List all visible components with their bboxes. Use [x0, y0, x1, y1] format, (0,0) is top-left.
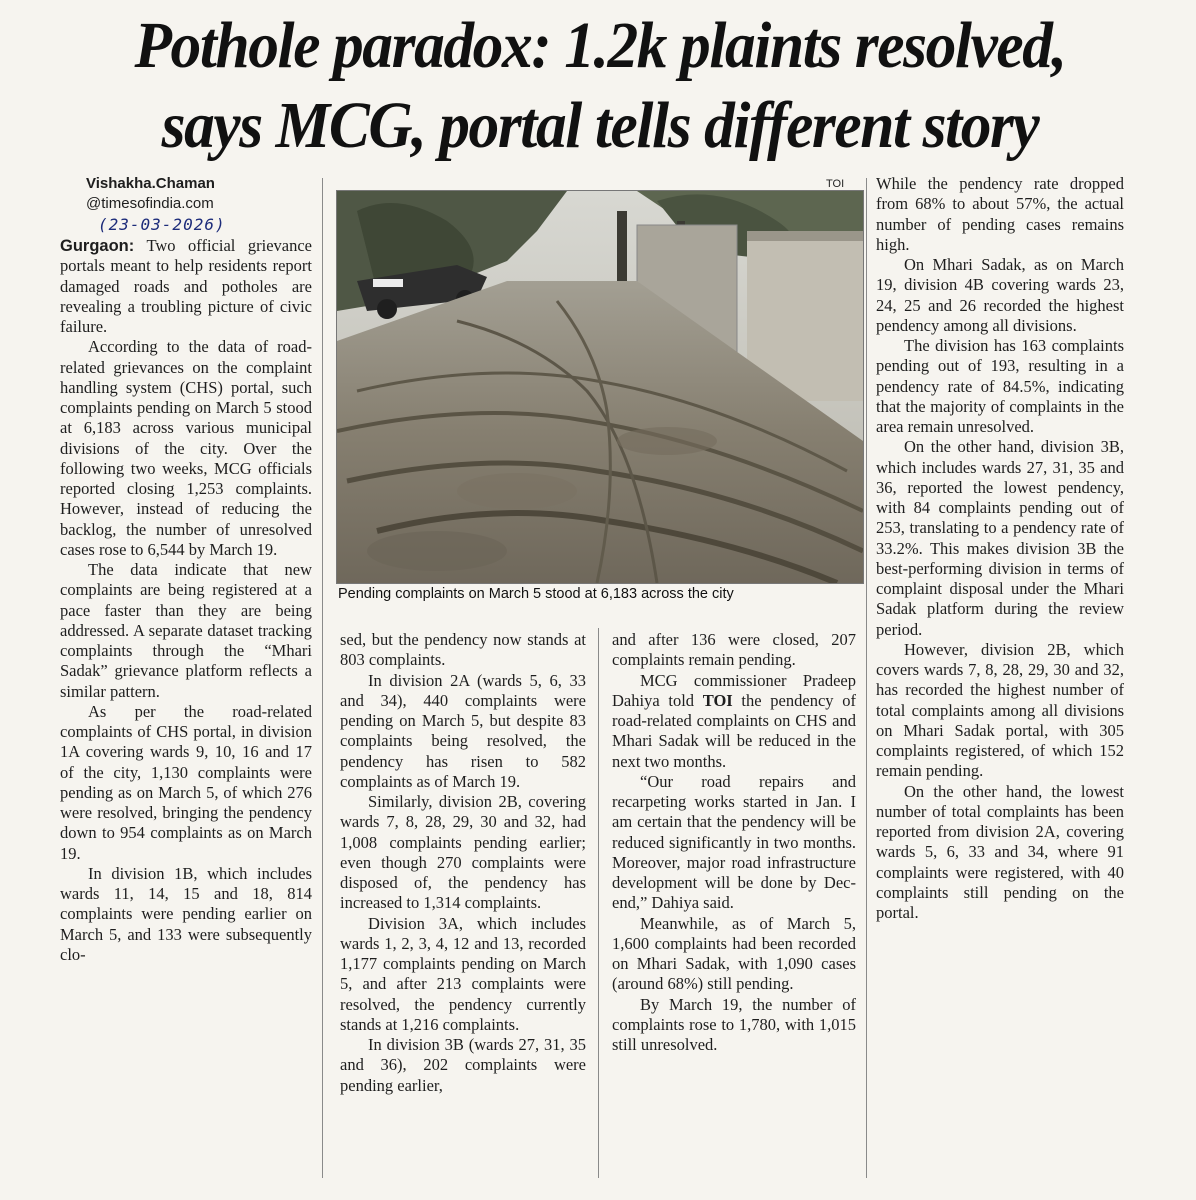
- paragraph: On the other hand, division 3B, which includes wards 27, 31, 35 and 36, reported the lowest pendency, with 84 complaints pending out of 253, translating to a pendency rate of 33.2%. This makes division 3B the best-performing division in terms of complaint disposal under the Mhari Sadak platform during the review period.: [876, 437, 1124, 639]
- photo-credit: TOI: [826, 178, 845, 190]
- photo-caption: Pending complaints on March 5 stood at 6,183 across the city: [338, 586, 734, 602]
- handwritten-date: (23-03-2026): [98, 215, 226, 234]
- paragraph: Meanwhile, as of March 5, 1,600 complaints had been recorded on Mhari Sadak, with 1,090 cases (around 68%) still pending.: [612, 913, 856, 994]
- headline: Pothole paradox: 1.2k plaints resolved, says MCG, portal tells different story: [134, 9, 1066, 162]
- paragraph-text: the pendency of road-related complaints on CHS and Mhari Sadak will be reduced in the next two months.: [612, 690, 856, 771]
- paragraph: While the pendency rate dropped from 68% to about 57%, the actual number of pending cases remains high.: [876, 174, 1124, 254]
- paragraph: In division 1B, which includes wards 11, 14, 15 and 18, 814 complaints were pending earlier on March 5, and 133 were subsequently clo-: [60, 863, 312, 964]
- road-image: [337, 191, 863, 583]
- paragraph: and after 136 were closed, 207 complaints remain pending.: [612, 630, 856, 670]
- paragraph: By March 19, the number of complaints rose to 1,780, with 1,015 still unresolved.: [612, 994, 856, 1054]
- pothole-road-photo: [336, 190, 864, 584]
- paragraph: In division 2A (wards 5, 6, 33 and 34), 440 complaints were pending on March 5, but despite 83 complaints being resolved, the pendency has risen to 582 complaints as of March 19.: [340, 670, 586, 791]
- column-2: [340, 630, 586, 1096]
- paragraph: Division 3A, which includes wards 1, 2, 3, 4, 12 and 13, recorded 1,177 complaints pending on March 5, and after 213 complaints were resolved, the pendency currently stands at 1,216 complaints.: [340, 913, 586, 1034]
- column-1: [60, 174, 312, 965]
- paragraph: On the other hand, the lowest number of total complaints has been reported from division 2A, covering wards 5, 6, 33 and 34, where 91 complaints were registered, with 40 complaints still pending on the portal.: [876, 781, 1124, 922]
- column-3: [612, 630, 856, 1055]
- paragraph: On Mhari Sadak, as on March 19, division 4B covering wards 23, 24, 25 and 26 recorded the highest pendency among all divisions.: [876, 255, 1124, 335]
- column-divider: [866, 178, 867, 1178]
- paragraph: [60, 236, 312, 337]
- dateline: Gurgaon:: [60, 237, 135, 255]
- paragraph: [612, 671, 856, 772]
- author-handle: @timesofindia.com: [86, 195, 214, 212]
- byline: [60, 174, 312, 214]
- column-4: [876, 174, 1124, 923]
- column-divider: [598, 628, 599, 1178]
- paragraph: The data indicate that new complaints are being registered at a pace faster than they are being addressed. A separate dataset tracking complaints through the “Mhari Sadak” grievance platform reflects a similar pattern.: [60, 560, 312, 701]
- paragraph: In division 3B (wards 27, 31, 35 and 36), 202 complaints were pending earlier,: [340, 1035, 586, 1095]
- column-divider: [322, 178, 323, 1178]
- paragraph: The division has 163 complaints pending out of 193, resulting in a pendency rate of 84.5%, indicating that the majority of complaints in the area remain unresolved.: [876, 336, 1124, 436]
- paragraph-text: MCG commissioner Pradeep Dahiya told: [612, 670, 856, 710]
- paragraph: sed, but the pendency now stands at 803 complaints.: [340, 630, 586, 670]
- paragraph-text: Two official grievance portals meant to help residents report damaged roads and potholes are revealing a troubling picture of civic failure.: [60, 236, 312, 336]
- paragraph: However, division 2B, which covers wards 7, 8, 28, 29, 30 and 32, has recorded the highest number of total complaints among all divisions on Mhari Sadak portal, with 305 complaints registered, of which 152 remain pending.: [876, 639, 1124, 781]
- paragraph: According to the data of road-related grievances on the complaint handling system (CHS) portal, such complaints pending on March 5 stood at 6,183 across various municipal divisions of the city. Over the following two weeks, MCG officials reported closing 1,253 complaints. However, instead of reducing the backlog, the number of unresolved cases rose to 6,544 by March 19.: [60, 337, 312, 559]
- paragraph: “Our road repairs and recarpeting works started in Jan. I am certain that the pendency will be reduced significantly in two months. Moreover, major road infrastructure development will be done by Dec-end,” Dahiya said.: [612, 771, 856, 913]
- author-name: Vishakha.Chaman: [86, 175, 215, 192]
- paragraph: As per the road-related complaints of CHS portal, in division 1A covering wards 9, 10, 16 and 17 of the city, 1,130 complaints were pending as on March 5, of which 276 were resolved, bringing the pendency down to 954 complaints as on March 19.: [60, 701, 312, 863]
- publication-name: TOI: [702, 690, 733, 710]
- paragraph: Similarly, division 2B, covering wards 7, 8, 28, 29, 30 and 32, had 1,008 complaints pending earlier; even though 270 complaints were disposed of, the pendency has increased to 1,314 complaints.: [340, 792, 586, 913]
